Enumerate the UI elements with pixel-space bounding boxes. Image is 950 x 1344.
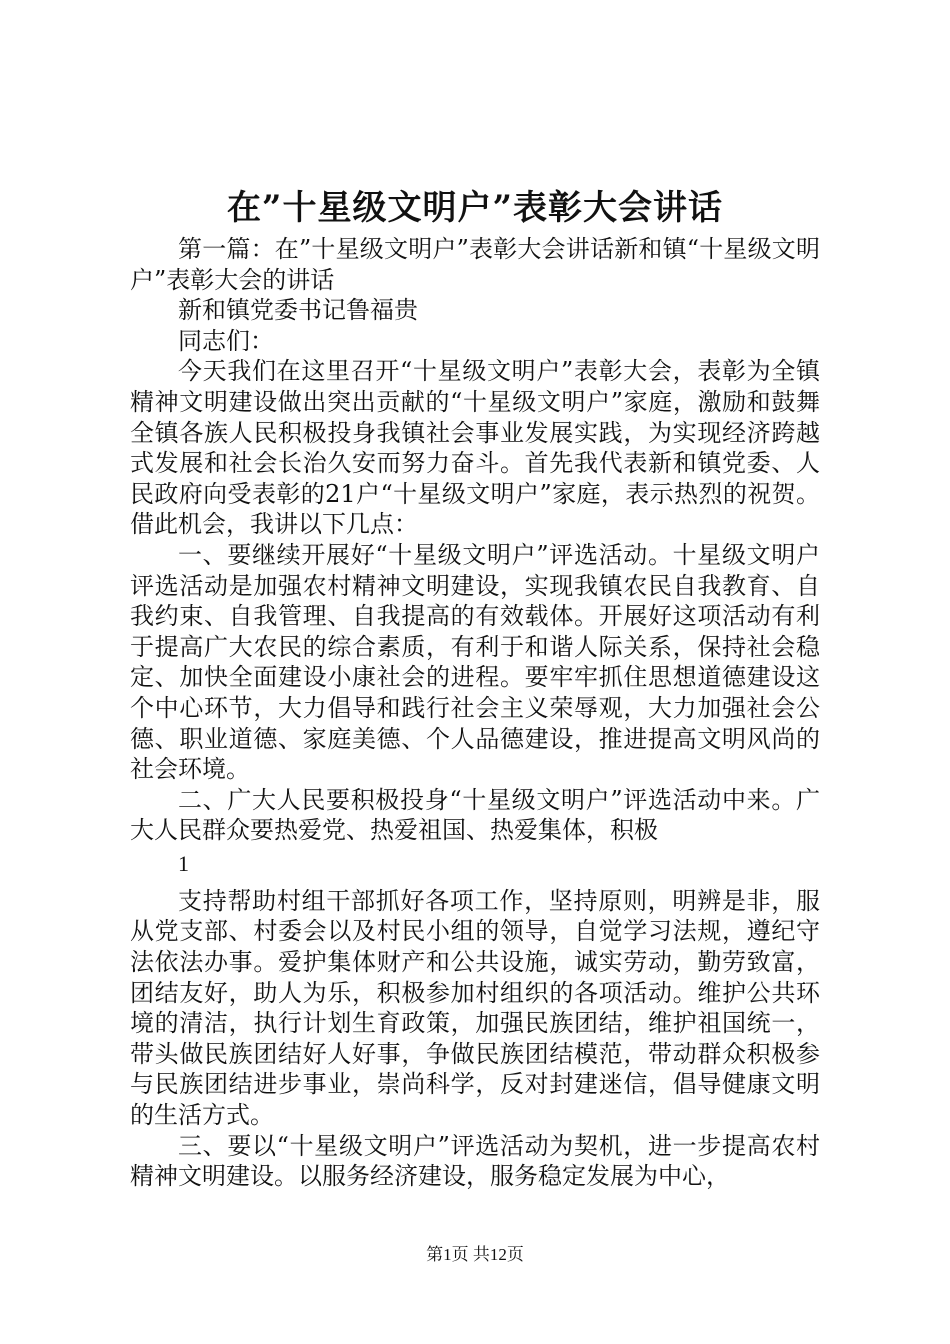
paragraph-point-one: 一、要继续开展好“十星级文明户”评选活动。十星级文明户评选活动是加强农村精神文明建设，实现我镇农民自我教育、自我约束、自我管理、自我提高的有效载体。开展好这项活动有利于提高广大农民的综合素质，有利于和谐人际关系，保持社会稳定、加快全面建设小康社会的进程。要牢牢抓住思想道德建设这个中心环节，大力倡导和践行社会主义荣辱观，大力加强社会公德、职业道德、家庭美德、个人品德建设，推进提高文明风尚的社会环境。 [130, 540, 820, 784]
paragraph-point-two-continued: 支持帮助村组干部抓好各项工作，坚持原则，明辨是非，服从党支部、村委会以及村民小组的领导，自觉学习法规，遵纪守法依法办事。爱护集体财产和公共设施，诚实劳动，勤劳致富，团结友好，助人为乐，积极参加村组织的各项活动。维护公共环境的清洁，执行计划生育政策，加强民族团结，维护祖国统一，带头做民族团结好人好事，争做民族团结模范，带动群众积极参与民族团结进步事业，崇尚科学，反对封建迷信，倡导健康文明的生活方式。 [130, 886, 820, 1130]
page-footer: 第1页 共12页 [426, 1245, 524, 1264]
document-body [130, 234, 820, 1192]
inner-page-number: 1 [178, 850, 189, 876]
paragraph-salutation: 同志们： [178, 326, 274, 355]
paragraph-opening: 今天我们在这里召开“十星级文明户”表彰大会，表彰为全镇精神文明建设做出突出贡献的“十星级文明户”家庭，激励和鼓舞全镇各族人民积极投身我镇社会事业发展实践，为实现经济跨越式发展和社会长治久安而努力奋斗。首先我代表新和镇党委、人民政府向受表彰的21户“十星级文明户”家庭，表示热烈的祝贺。借此机会，我讲以下几点： [130, 357, 820, 539]
paragraph-point-two: 二、广大人民要积极投身“十星级文明户”评选活动中来。广大人民群众要热爱党、热爱祖国、热爱集体，积极 [130, 785, 820, 845]
paragraph-intro: 第一篇：在”十星级文明户”表彰大会讲话新和镇“十星级文明户”表彰大会的讲话 [130, 235, 820, 294]
document-title: 在”十星级文明户”表彰大会讲话 [226, 188, 724, 228]
paragraph-point-three: 三、要以“十星级文明户”评选活动为契机，进一步提高农村精神文明建设。以服务经济建设，服务稳定发展为中心， [130, 1131, 820, 1191]
paragraph-author: 新和镇党委书记鲁福贵 [178, 296, 418, 325]
